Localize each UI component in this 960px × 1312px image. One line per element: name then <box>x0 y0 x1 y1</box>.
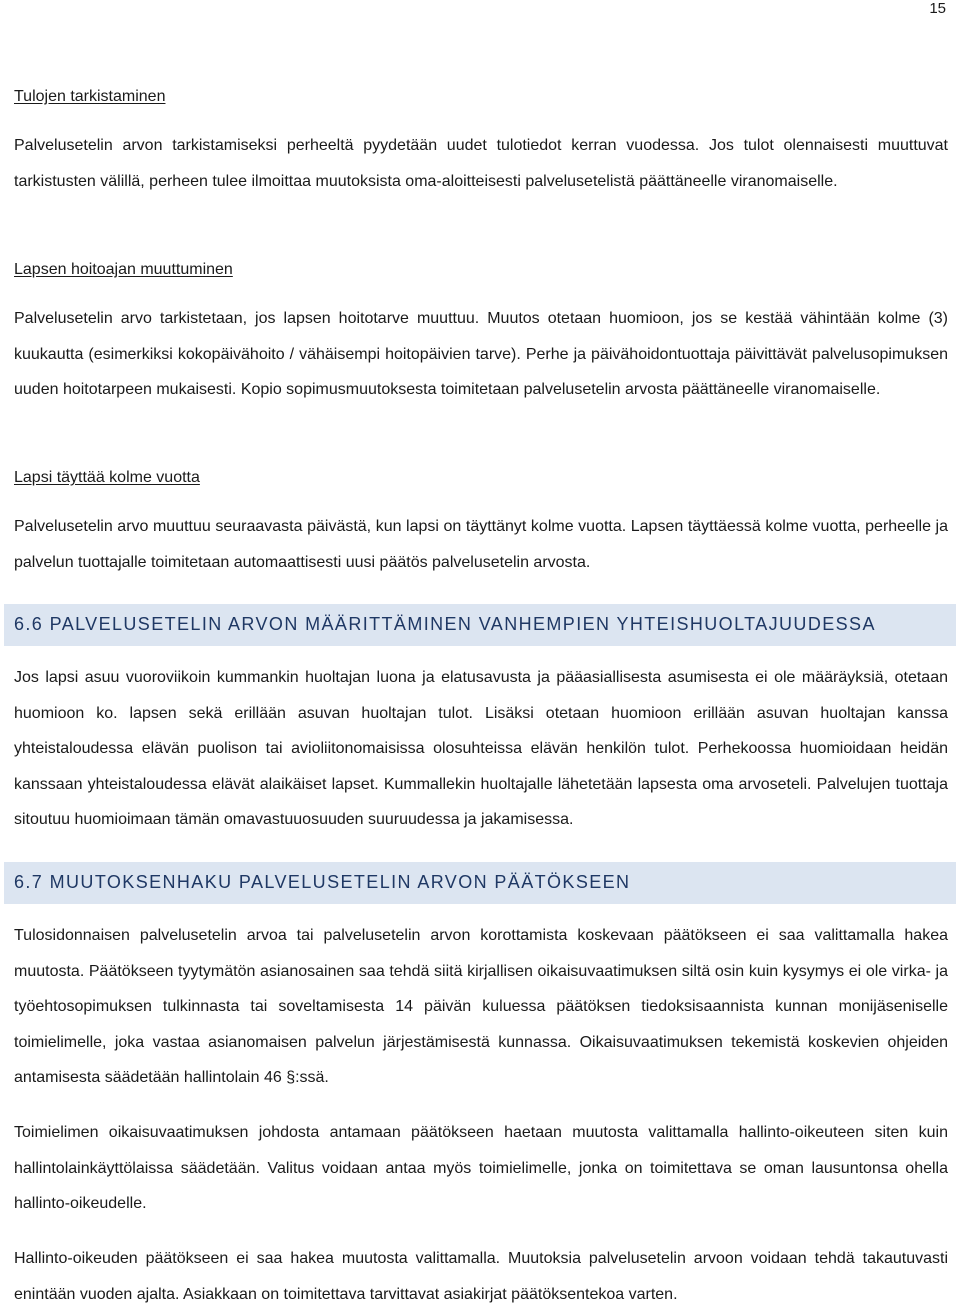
paragraph-care-time-change: Palvelusetelin arvo tarkistetaan, jos lapsen hoitotarve muuttuu. Muutos otetaan huomioon, jos se kestää vähintään kolme (3) kuukautta (esimerkiksi kokopäivähoito / vähäisempi hoitopäivien tarve). Perhe ja päivähoidontuottaja päivittävät palvelusopimuksen uuden hoitotarpeen mukaisesti. Kopio sopimusmuutoksesta toimitetaan palvelusetelin arvosta päättäneelle viranomaiselle. <box>14 310 948 398</box>
paragraph-section-6-7-3: Hallinto-oikeuden päätökseen ei saa hakea muutosta valittamalla. Muutoksia palvelusetelin arvoon voidaan tehdä takautuvasti enintään vuoden ajalta. Asiakkaan on toimitettava tarvittavat asiakirjat päätöksentekoa varten. <box>14 1250 948 1303</box>
heading-child-turns-three: Lapsi täyttää kolme vuotta <box>14 469 200 486</box>
paragraph-child-turns-three: Palvelusetelin arvo muuttuu seuraavasta päivästä, kun lapsi on täyttänyt kolme vuotta. Lapsen täyttäessä kolme vuotta, perheelle ja palvelun tuottajalle toimitetaan automaattisesti uusi päätös palvelusetelin arvosta. <box>14 518 948 571</box>
section-title-6-6: 6.6 PALVELUSETELIN ARVON MÄÄRITTÄMINEN VANHEMPIEN YHTEISHUOLTAJUUDESSA <box>14 614 876 634</box>
paragraph-section-6-6: Jos lapsi asuu vuoroviikoin kummankin huoltajan luona ja elatusavusta ja pääasiallisesta asumisesta ei ole määräyksiä, otetaan huomioon ko. lapsen sekä erillään asuvan huoltajan tulot. Lisäksi otetaan huomioon erillään asuvan huoltajan kanssa yhteistaloudessa elävän puolison tai avioliitonomaisissa olosuhteissa elävän henkilön tulot. Perhekoossa huomioidaan heidän kanssaan yhteistaloudessa elävät alaikäiset lapset. Kummallekin huoltajalle lähetetään lapsesta oma arvoseteli. Palvelujen tuottaja sitoutuu huomioimaan tämän omavastuuosuuden suuruudessa ja jakamisessa. <box>14 669 948 828</box>
paragraph-section-6-7-1: Tulosidonnaisen palvelusetelin arvoa tai palvelusetelin arvon korottamista koskevaan päätökseen ei saa valittamalla hakea muutosta. Päätökseen tyytymätön asianosainen saa tehdä siitä kirjallisen oikaisuvaatimuksen siltä osin kuin kysymys ei ole virka- ja työehtosopimuksen tulkinnasta tai soveltamisesta 14 päivän kuluessa päätöksen tiedoksisaannista kunnan monijäseniselle toimielimelle, joka vastaa asianomaisen palvelun järjestämisestä kunnassa. Oikaisuvaatimuksen tekemistä koskevien ohjeiden antamisesta säädetään hallintolain 46 §:ssä. <box>14 927 948 1086</box>
page-number: 15 <box>929 0 946 17</box>
heading-care-time-change: Lapsen hoitoajan muuttuminen <box>14 261 233 278</box>
section-title-6-7: 6.7 MUUTOKSENHAKU PALVELUSETELIN ARVON PÄÄTÖKSEEN <box>14 872 631 892</box>
section-header-6-6 <box>4 604 956 646</box>
paragraph-income-check: Palvelusetelin arvon tarkistamiseksi perheeltä pyydetään uudet tulotiedot kerran vuodessa. Jos tulot olennaisesti muuttuvat tarkistusten välillä, perheen tulee ilmoittaa muutoksista oma-aloitteisesti palvelusetelistä päättäneelle viranomaiselle. <box>14 137 948 190</box>
heading-income-check: Tulojen tarkistaminen <box>14 88 166 105</box>
paragraph-section-6-7-2: Toimielimen oikaisuvaatimuksen johdosta antamaan päätökseen haetaan muutosta valittamalla hallinto-oikeuteen siten kuin hallintolainkäyttölaissa säädetään. Valitus voidaan antaa myös toimielimelle, jonka on toimitettava se oman lausuntonsa ohella hallinto-oikeudelle. <box>14 1124 948 1212</box>
section-header-6-7 <box>4 862 956 904</box>
